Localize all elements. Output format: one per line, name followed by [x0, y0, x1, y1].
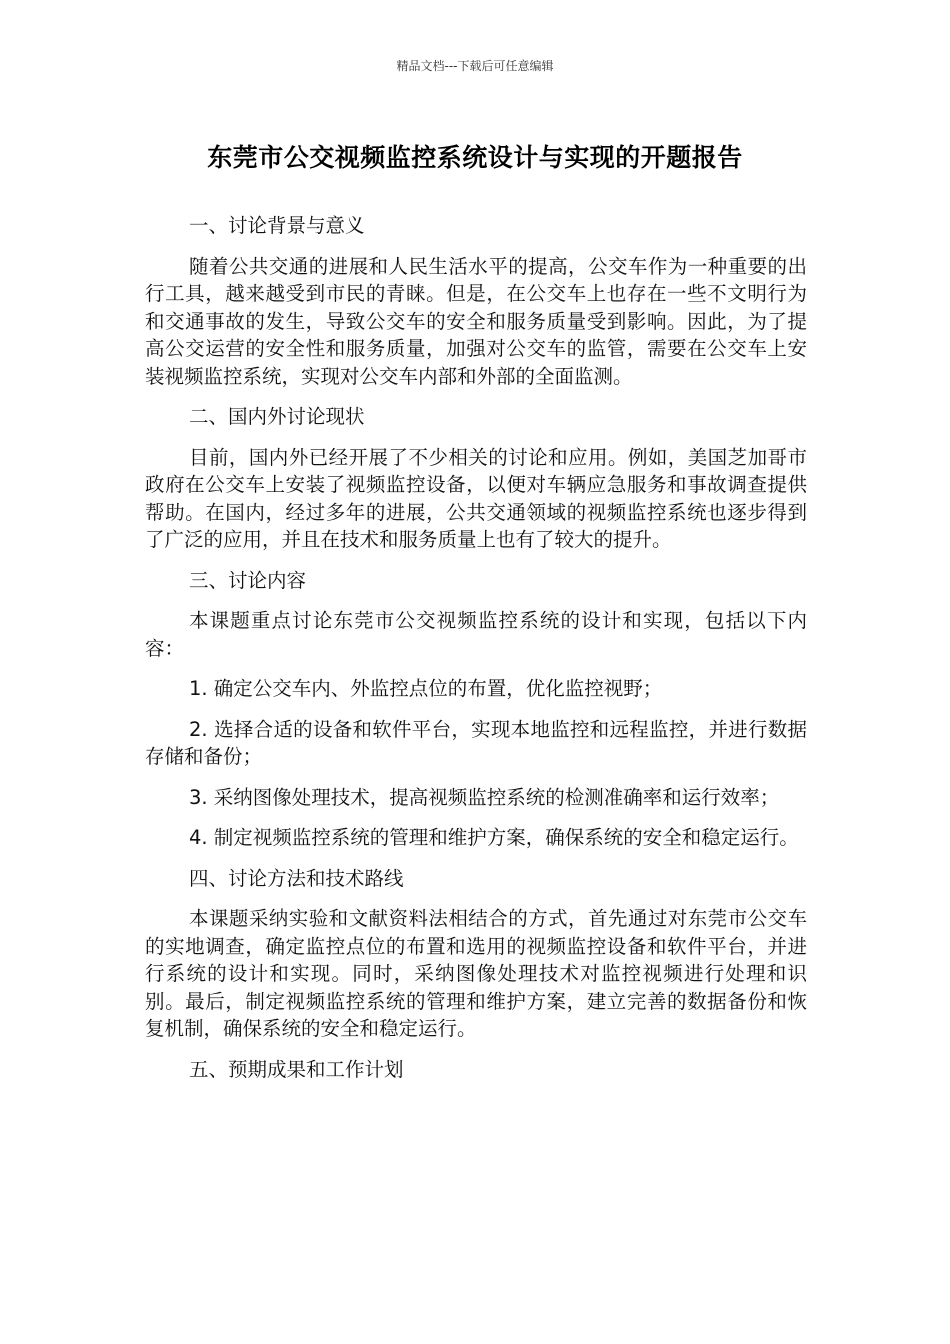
section-heading-outcomes: 五、预期成果和工作计划 [189, 1057, 404, 1081]
document-body [145, 212, 807, 1096]
paragraph-background: 随着公共交通的进展和人民生活水平的提高，公交车作为一种重要的出行工具，越来越受到市民的青睐。但是，在公交车上也存在一些不文明行为和交通事故的发生，导致公交车的安全和服务质量受到影响。因此，为了提高公交运营的安全性和服务质量，加强对公交车的监管，需要在公交车上安装视频监控系统，实现对公交车内部和外部的全面监测。 [145, 254, 807, 388]
section-heading-status: 二、国内外讨论现状 [189, 405, 365, 428]
document-title: 东莞市公交视频监控系统设计与实现的开题报告 [207, 143, 743, 172]
list-item-2: 2. 选择合适的设备和软件平台，实现本地监控和远程监控，并进行数据存储和备份； [145, 717, 807, 768]
list-item-4: 4. 制定视频监控系统的管理和维护方案，确保系统的安全和稳定运行。 [189, 826, 799, 849]
list-item-1: 1. 确定公交车内、外监控点位的布置，优化监控视野； [189, 677, 663, 700]
header-note: 精品文档---下载后可任意编辑 [396, 59, 554, 73]
paragraph-status: 目前，国内外已经开展了不少相关的讨论和应用。例如，美国芝加哥市政府在公交车上安装了视频监控设备，以便对车辆应急服务和事故调查提供帮助。在国内，经过多年的进展，公共交通领域的视频监控系统也逐步得到了广泛的应用，并且在技术和服务质量上也有了较大的提升。 [145, 445, 807, 551]
section-heading-method: 四、讨论方法和技术路线 [189, 866, 404, 890]
section-heading-background: 一、讨论背景与意义 [189, 214, 365, 237]
list-item-3: 3. 采纳图像处理技术，提高视频监控系统的检测准确率和运行效率； [189, 785, 780, 809]
paragraph-content-intro: 本课题重点讨论东莞市公交视频监控系统的设计和实现，包括以下内容： [145, 609, 807, 660]
paragraph-method: 本课题采纳实验和文献资料法相结合的方式，首先通过对东莞市公交车的实地调查，确定监控点位的布置和选用的视频监控设备和软件平台，并进行系统的设计和实现。同时，采纳图像处理技术对监控视频进行处理和识别。最后，制定视频监控系统的管理和维护方案，建立完善的数据备份和恢复机制，确保系统的安全和稳定运行。 [145, 907, 807, 1040]
section-heading-content: 三、讨论内容 [189, 568, 307, 592]
